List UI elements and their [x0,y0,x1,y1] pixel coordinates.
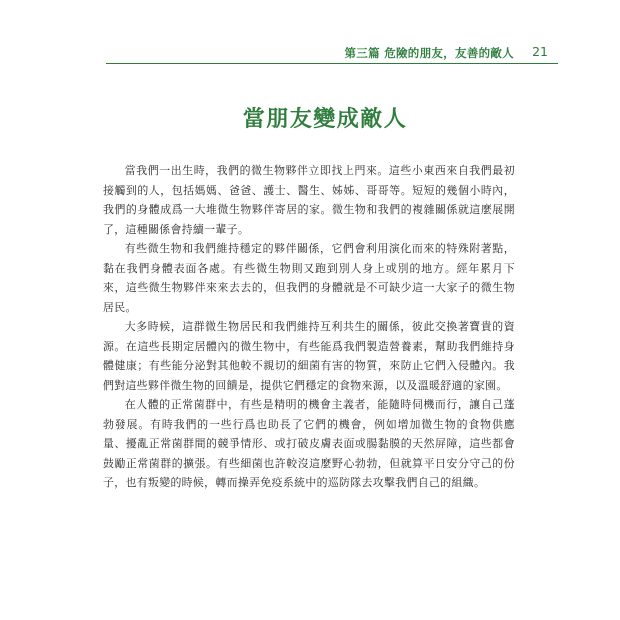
chapter-title: 當朋友變成敵人 [242,106,408,132]
paragraph-3: 大多時候，這群微生物居民和我們維持互利共生的關係，彼此交換著寶貴的資源。在這些長期定居體內的微生物中，有些能爲我們製造營養素，幫助我們維持身體健康；有些能分泌對其他較不親切的細菌有害的物質，來防止它們入侵體內。我們對這些夥伴微生物的回饋是，提供它們穩定的食物來源，以及溫暖舒適的家園。 [103,320,515,392]
running-head-title: 第三篇 危險的朋友，友善的敵人 [344,46,514,60]
page-number: 21 [532,44,548,59]
running-header [106,42,558,64]
body-text [103,161,515,493]
paragraph-4: 在人體的正常菌群中，有些是精明的機會主義者，能隨時伺機而行，讓自己蓬勃發展。有時我們的一些行爲也助長了它們的機會，例如增加微生物的食物供應量、擾亂正常菌群間的競爭情形、或打破皮膚表面或腸黏膜的天然屏障，這些都會鼓勵正常菌群的擴張。有些細菌也許較沒這麼野心勃勃，但就算平日安分守己的份子，也有叛變的時候，轉而操弄免疫系統中的巡防隊去攻擊我們自己的組織。 [103,398,515,489]
header-rule [106,63,558,65]
paragraph-2: 有些微生物和我們維持穩定的夥伴關係，它們會利用演化而來的特殊附著點，黏在我們身體表面各處。有些微生物則又跑到別人身上或別的地方。經年累月下來，這些微生物夥伴來來去去的，但我們的身體就是不可缺少這一大家子的微生物居民。 [103,242,515,314]
paragraph-1: 當我們一出生時，我們的微生物夥伴立即找上門來。這些小東西來自我們最初接觸到的人，包括媽媽、爸爸、護士、醫生、姊姊、哥哥等。短短的幾個小時內，我們的身體成爲一大堆微生物夥伴寄居的家。微生物和我們的複雜關係就這麼展開了，這種關係會持續一輩子。 [103,164,515,236]
